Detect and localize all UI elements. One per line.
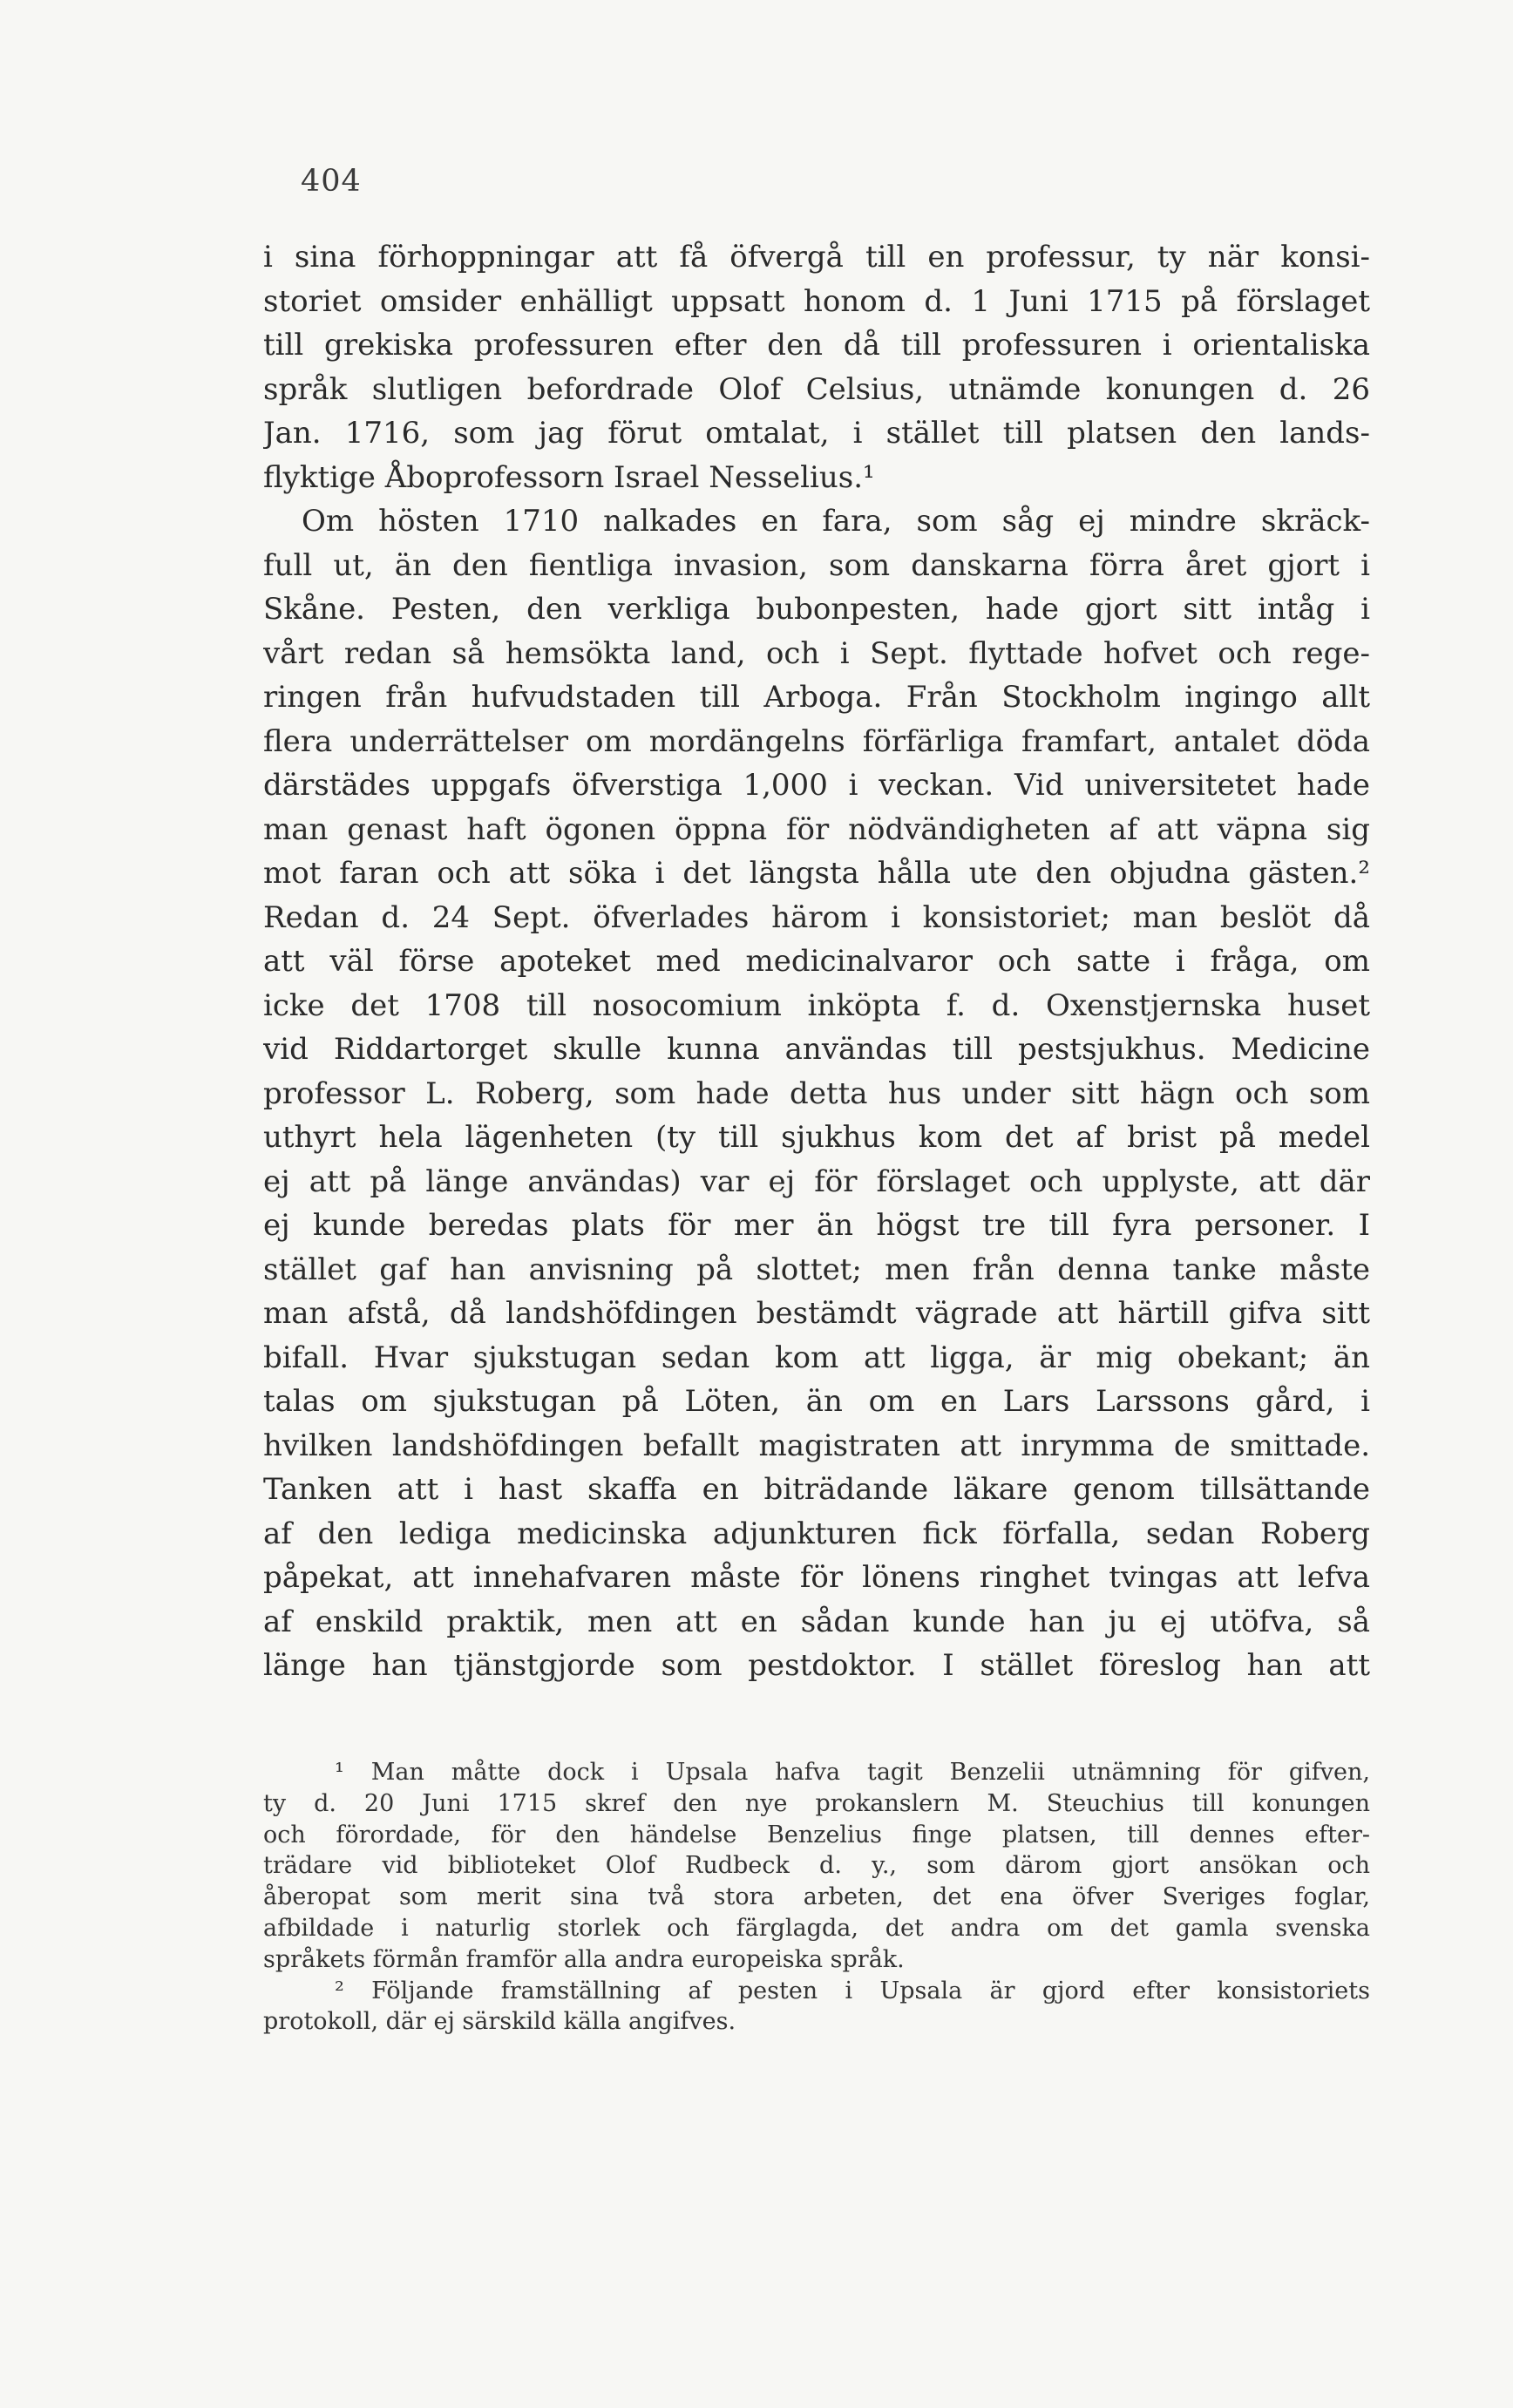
text-line: flera underrättelser om mordängelns förfärliga framfart, antalet döda <box>263 723 1370 759</box>
footnote-line: trädare vid biblioteket Olof Rudbeck d. y., som därom gjort ansökan och <box>263 1852 1370 1880</box>
text-line: stället gaf han anvisning på slottet; men från denna tanke måste <box>263 1251 1370 1287</box>
footnote-line: ty d. 20 Juni 1715 skref den nye prokanslern M. Steuchius till konungen <box>263 1789 1370 1817</box>
text-line: språk slutligen befordrade Olof Celsius, utnämde konungen d. 26 <box>263 371 1370 407</box>
text-line: uthyrt hela lägenheten (ty till sjukhus kom det af brist på medel <box>263 1120 1370 1155</box>
footnote-line: protokoll, där ej särskild källa angifves. <box>263 2008 736 2036</box>
text-line: Skåne. Pesten, den verkliga bubonpesten, hade gjort sitt intåg i <box>263 592 1370 627</box>
text-line: bifall. Hvar sjukstugan sedan kom att ligga, är mig obekant; än <box>263 1340 1370 1375</box>
text-line: af den lediga medicinska adjunkturen fick förfalla, sedan Roberg <box>263 1516 1370 1551</box>
text-line: i sina förhoppningar att få öfvergå till en professur, ty när konsi- <box>263 240 1370 275</box>
text-line: att väl förse apoteket med medicinalvaror och satte i fråga, om <box>263 944 1370 979</box>
text-line: flyktige Åboprofessorn Israel Nesselius.¹ <box>263 459 875 495</box>
text-line: man afstå, då landshöfdingen bestämdt vägrade att härtill gifva sitt <box>263 1296 1370 1331</box>
text-line: man genast haft ögonen öppna för nödvändigheten af att väpna sig <box>263 811 1370 847</box>
text-line: Jan. 1716, som jag förut omtalat, i stället till platsen den lands- <box>263 416 1370 451</box>
footnote-line: åberopat som merit sina två stora arbeten, det ena öfver Sveriges foglar, <box>263 1883 1370 1911</box>
text-line: full ut, än den fientliga invasion, som danskarna förra året gjort i <box>263 547 1370 583</box>
text-line: mot faran och att söka i det längsta hålla ute den objudna gästen.² <box>263 856 1370 891</box>
text-line: ringen från hufvudstaden till Arboga. Från Stockholm ingingo allt <box>263 680 1370 715</box>
text-line: Om hösten 1710 nalkades en fara, som såg ej mindre skräck- <box>302 504 1370 539</box>
text-line: därstädes uppgafs öfverstiga 1,000 i veckan. Vid universitetet hade <box>263 768 1370 803</box>
footnote-line: afbildade i naturlig storlek och färglagda, det andra om det gamla svenska <box>263 1914 1370 1942</box>
text-line: ej att på länge användas) var ej för förslaget och upplyste, att där <box>263 1163 1370 1199</box>
text-line: påpekat, att innehafvaren måste för lönens ringhet tvingas att lefva <box>263 1560 1370 1595</box>
text-line: ej kunde beredas plats för mer än högst tre till fyra personer. I <box>263 1208 1370 1243</box>
text-line: icke det 1708 till nosocomium inköpta f. d. Oxenstjernska huset <box>263 987 1370 1023</box>
body-text <box>263 235 1370 1688</box>
text-line: hvilken landshöfdingen befallt magistraten att inrymma de smittade. <box>263 1428 1370 1463</box>
footnote-line: ¹ Man måtte dock i Upsala hafva tagit Benzelii utnämning för gifven, <box>335 1759 1370 1786</box>
text-line: till grekiska professuren efter den då till professuren i orientaliska <box>263 328 1370 363</box>
text-line: vid Riddartorget skulle kunna användas till pestsjukhus. Medicine <box>263 1032 1370 1067</box>
footnotes <box>263 1757 1370 2038</box>
text-line: af enskild praktik, men att en sådan kunde han ju ej utöfva, så <box>263 1604 1370 1639</box>
page-number: 404 <box>301 164 362 199</box>
footnote-line: och förordade, för den händelse Benzelius finge platsen, till dennes efter- <box>263 1821 1370 1848</box>
text-line: storiet omsider enhälligt uppsatt honom d. 1 Juni 1715 på förslaget <box>263 283 1370 319</box>
text-line: länge han tjänstgjorde som pestdoktor. I stället föreslog han att <box>263 1648 1370 1683</box>
text-line: Redan d. 24 Sept. öfverlades härom i konsistoriet; man beslöt då <box>263 899 1370 935</box>
footnote-line: språkets förmån framför alla andra europeiska språk. <box>263 1945 905 1973</box>
text-line: Tanken att i hast skaffa en biträdande läkare genom tillsättande <box>263 1472 1370 1507</box>
footnote-line: ² Följande framställning af pesten i Upsala är gjord efter konsistoriets <box>335 1977 1370 2004</box>
text-line: talas om sjukstugan på Löten, än om en Lars Larssons gård, i <box>263 1384 1370 1419</box>
text-line: vårt redan så hemsökta land, och i Sept. flyttade hofvet och rege- <box>263 635 1370 671</box>
text-line: professor L. Roberg, som hade detta hus under sitt hägn och som <box>263 1075 1370 1111</box>
